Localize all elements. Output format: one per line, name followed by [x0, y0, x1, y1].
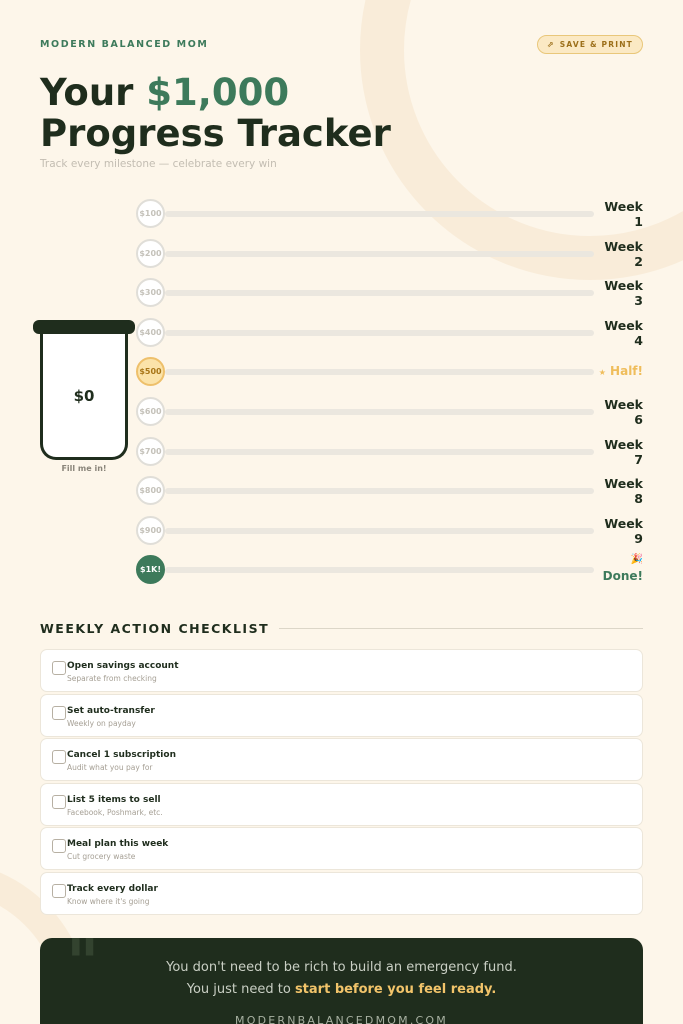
- page-subtitle: Track every milestone — celebrate every win: [40, 158, 277, 170]
- milestone-label: [597, 476, 643, 506]
- checklist-header: [40, 621, 643, 636]
- milestone-label-text: Week 1: [604, 199, 643, 229]
- milestone-label-text: Week 4: [604, 317, 643, 348]
- divider: [279, 628, 643, 629]
- milestone-progress-bar: [165, 290, 594, 296]
- checklist-item-title: Set auto-transfer: [67, 705, 155, 716]
- milestone-label-text: Week 6: [604, 397, 643, 427]
- checklist: [40, 649, 643, 916]
- quote-mark-icon: ": [66, 938, 100, 1001]
- milestone-circle[interactable]: $200: [136, 239, 165, 268]
- checklist-item-title: Open savings account: [67, 661, 179, 671]
- milestone-label: [597, 516, 643, 546]
- checklist-item-title: Meal plan this week: [67, 839, 169, 849]
- checklist-item-text: [67, 660, 179, 684]
- milestone-label-text: Week 8: [604, 476, 643, 507]
- milestone-progress-bar: [165, 449, 594, 455]
- checkbox[interactable]: [52, 884, 66, 898]
- checklist-item-text: [67, 883, 158, 907]
- checklist-item[interactable]: [40, 827, 643, 870]
- quote-line-1: You don't need to be rich to build an emergency fund.: [166, 960, 517, 975]
- checklist-item[interactable]: [40, 649, 643, 692]
- checklist-item-title: Track every dollar: [67, 883, 158, 894]
- milestone-label: [597, 239, 643, 269]
- milestone-label: [597, 437, 643, 467]
- checkbox[interactable]: [52, 706, 66, 720]
- checklist-item-text: [67, 794, 163, 818]
- milestone-row: [136, 198, 643, 230]
- checklist-item-text: [67, 749, 176, 773]
- checklist-item[interactable]: [40, 783, 643, 826]
- milestone-circle[interactable]: $700: [136, 437, 165, 466]
- milestone-label: [597, 199, 643, 229]
- quote-line-2-text: You just need to: [186, 982, 295, 997]
- jar-caption: Fill me in!: [61, 464, 107, 473]
- share-icon: ⇗: [546, 40, 555, 49]
- milestone-row: [136, 554, 643, 586]
- milestone-label: [597, 552, 643, 584]
- milestone-progress-bar: [165, 251, 594, 257]
- checkbox[interactable]: [52, 661, 66, 675]
- milestone-progress-bar: [165, 330, 594, 336]
- milestone-progress-bar: [165, 211, 594, 217]
- milestone-row: [136, 317, 643, 349]
- milestone-row: [136, 238, 643, 270]
- milestone-circle[interactable]: $300: [136, 278, 165, 307]
- milestone-progress-bar: [165, 369, 594, 375]
- milestone-row: [136, 356, 643, 388]
- checkbox[interactable]: [52, 750, 66, 764]
- milestone-circle[interactable]: $800: [136, 476, 165, 505]
- checklist-item-subtitle: Separate from checking: [67, 674, 157, 683]
- milestone-progress-bar: [165, 567, 594, 573]
- website-link[interactable]: MODERNBALANCEDMOM.COM: [235, 1014, 448, 1024]
- milestone-circle[interactable]: $400: [136, 318, 165, 347]
- checklist-item-subtitle: Cut grocery waste: [67, 852, 136, 861]
- title-rest: Progress Tracker: [40, 112, 391, 155]
- milestone-label: [597, 397, 643, 427]
- milestone-circle[interactable]: $100: [136, 199, 165, 228]
- quote-line-2: [40, 982, 643, 997]
- milestone-row: [136, 277, 643, 309]
- milestone-row: [136, 436, 643, 468]
- quote-highlight: start before you feel ready.: [294, 982, 497, 997]
- milestone-progress-bar: [165, 528, 594, 534]
- quote-card: [40, 938, 643, 1024]
- milestone-circle[interactable]: $500: [136, 357, 165, 386]
- tracker-page: [40, 0, 643, 1024]
- checklist-title: WEEKLY ACTION CHECKLIST: [40, 621, 270, 636]
- checklist-item-title: Cancel 1 subscription: [67, 750, 176, 760]
- checkbox[interactable]: [52, 795, 66, 809]
- checklist-item-subtitle: Audit what you pay for: [67, 763, 153, 772]
- checklist-item-text: [67, 838, 168, 862]
- milestone-label-text: Week 9: [604, 515, 643, 546]
- milestone-label: [583, 364, 643, 380]
- save-print-label: SAVE & PRINT: [559, 40, 633, 49]
- checklist-item-text: [67, 705, 155, 729]
- title-lead: Your: [40, 71, 134, 114]
- star-icon: ★: [598, 368, 606, 378]
- milestone-label: [597, 278, 643, 308]
- milestone-circle[interactable]: $1K!: [136, 555, 165, 584]
- party-icon: 🎉: [630, 554, 643, 566]
- milestone-row: [136, 475, 643, 507]
- checklist-item-subtitle: Weekly on payday: [67, 718, 136, 728]
- brand-name: MODERN BALANCED MOM: [40, 39, 209, 50]
- milestone-circle[interactable]: $600: [136, 397, 165, 426]
- title-amount: $1,000: [146, 71, 290, 114]
- milestone-label-text: Half!: [610, 364, 643, 379]
- jar-lid: [33, 320, 135, 334]
- milestone-label-text: Done!: [602, 569, 643, 584]
- checklist-item[interactable]: [40, 738, 643, 781]
- page-title: [40, 72, 391, 154]
- milestone-progress-bar: [165, 488, 594, 494]
- milestone-label: [597, 318, 643, 348]
- milestone-row: [136, 515, 643, 547]
- checkbox[interactable]: [52, 839, 66, 853]
- checklist-item-subtitle: Know where it's going: [67, 896, 150, 906]
- milestone-label-text: Week 3: [604, 278, 643, 309]
- save-print-button[interactable]: [537, 35, 643, 54]
- milestone-circle[interactable]: $900: [136, 516, 165, 545]
- checklist-item[interactable]: [40, 872, 643, 915]
- checklist-item[interactable]: [40, 694, 643, 737]
- checklist-item-title: List 5 items to sell: [67, 794, 161, 805]
- checklist-item-subtitle: Facebook, Poshmark, etc.: [67, 807, 163, 817]
- milestone-row: [136, 396, 643, 428]
- milestone-label-text: Week 2: [604, 238, 643, 269]
- jar-amount: $0: [73, 386, 95, 405]
- milestone-label-text: Week 7: [604, 436, 643, 467]
- savings-jar: [40, 334, 128, 460]
- milestone-progress-bar: [165, 409, 594, 415]
